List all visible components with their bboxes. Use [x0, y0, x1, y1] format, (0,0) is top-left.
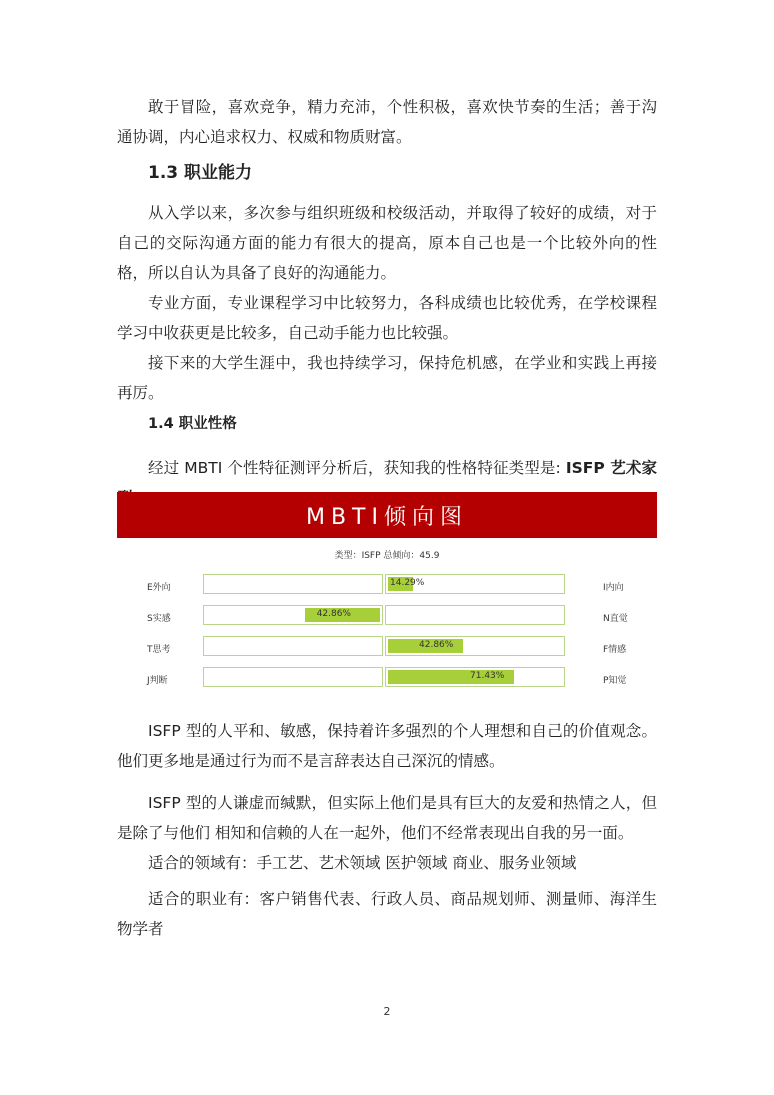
mbti-left-track [203, 636, 383, 656]
mbti-right-track [385, 667, 565, 687]
mbti-bar-label: 42.86% [316, 609, 351, 619]
paragraph-professional: 专业方面，专业课程学习中比较努力，各科成绩也比较优秀，在学校课程学习中收获更是比较多，自己动手能力也比较强。 [117, 294, 657, 342]
mbti-row [117, 605, 657, 629]
mbti-left-label: T思考 [147, 645, 171, 655]
mbti-right-track [385, 574, 565, 594]
paragraph-isfp-description-1: ISFP 型的人平和、敏感，保持着许多强烈的个人理想和自己的价值观念。他们更多地是通过行为而不是言辞表达自己深沉的情感。 [117, 722, 657, 770]
mbti-right-track [385, 605, 565, 625]
mbti-left-label: E外向 [147, 583, 171, 593]
mbti-bar-label: 14.29% [390, 578, 425, 588]
mbti-right-label: I内向 [603, 583, 624, 593]
mbti-right-label: N直觉 [603, 614, 628, 624]
section-heading-career-ability: 1.3 职业能力 [148, 163, 253, 183]
mbti-chart-title: MBTI倾向图 [117, 492, 657, 538]
mbti-chart-subtitle: 类型：ISFP 总倾向：45.9 [334, 551, 440, 561]
mbti-left-track [203, 605, 383, 625]
paragraph-continuing-study: 接下来的大学生涯中，我也持续学习，保持危机感，在学业和实践上再接再厉。 [117, 354, 657, 402]
page-number: 2 [383, 1005, 391, 1018]
paragraph-isfp-description-2: ISFP 型的人谦虚而缄默，但实际上他们是具有巨大的友爱和热情之人，但是除了与他们 相知和信赖的人在一起外，他们不经常表现出自我的另一面。 [117, 794, 657, 842]
mbti-right-label: P知觉 [603, 676, 627, 686]
mbti-result-text: 经过 MBTI 个性特征测评分析后，获知我的性格特征类型是: [148, 459, 566, 477]
mbti-bar-label: 71.43% [470, 671, 505, 681]
mbti-type-label: ISFP 艺术家 [565, 459, 657, 477]
mbti-left-label: J判断 [147, 676, 168, 686]
paragraph-communication: 从入学以来，多次参与组织班级和校级活动，并取得了较好的成绩，对于自己的交际沟通方面的能力有很大的提高，原本自己也是一个比较外向的性格，所以自认为具备了良好的沟通能力。 [117, 204, 657, 282]
mbti-row [117, 574, 657, 598]
mbti-row [117, 667, 657, 691]
paragraph-suitable-fields: 适合的领域有：手工艺、艺术领域 医护领域 商业、服务业领域 [148, 854, 577, 872]
section-heading-career-personality: 1.4 职业性格 [148, 416, 237, 432]
mbti-left-track [203, 574, 383, 594]
paragraph-personality-traits: 敢于冒险，喜欢竞争，精力充沛，个性积极，喜欢快节奏的生活；善于沟通协调，内心追求权力、权威和物质财富。 [117, 98, 657, 146]
mbti-left-track [203, 667, 383, 687]
mbti-left-label: S实感 [147, 614, 171, 624]
paragraph-suitable-jobs: 适合的职业有：客户销售代表、行政人员、商品规划师、测量师、海洋生物学者 [117, 890, 657, 938]
mbti-right-track [385, 636, 565, 656]
mbti-right-label: F情感 [603, 645, 627, 655]
mbti-bar-label: 42.86% [419, 640, 454, 650]
mbti-row [117, 636, 657, 660]
mbti-chart [117, 492, 657, 702]
